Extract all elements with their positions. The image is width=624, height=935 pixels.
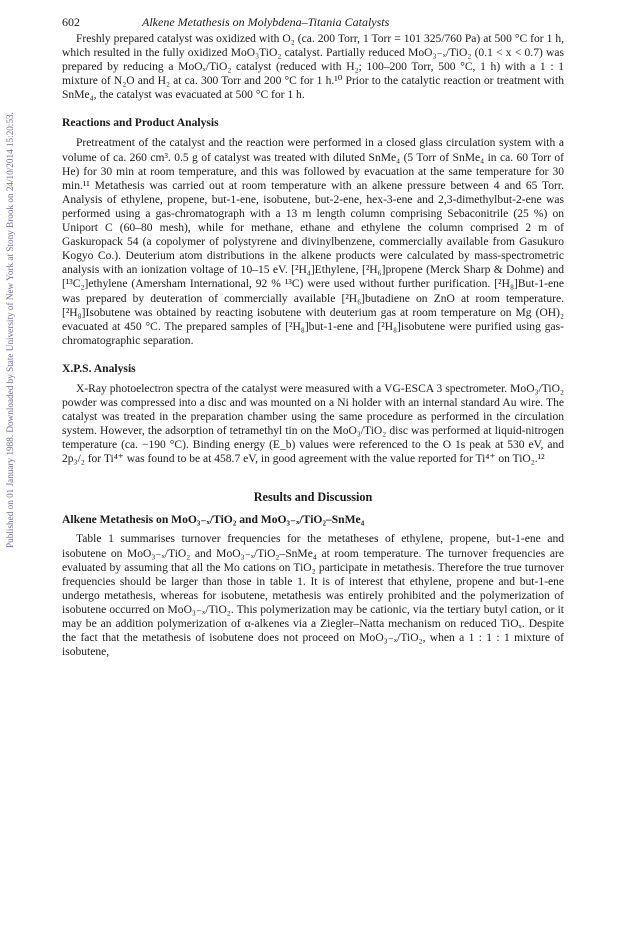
paragraph-catalyst-preparation: Freshly prepared catalyst was oxidized with O₂ (ca. 200 Torr, 1 Torr = 101 325/760 Pa) at 500 °C for 1 h, which resulted in the fully oxidized MoO₃TiO₂ catalyst. Partially reduced MoO₃₋ₓ/TiO₂ (0.1 < x < 0.7) was prepared by reducing a MoOₓ/TiO₂ catalyst (reduced with H₂; 100–200 Torr, 500 °C, 1 h) with a 1 : 1 mixture of N₂O and H₂ at ca. 300 Torr and 200 °C for 1 h.¹⁰ Prior to the catalytic reaction or treatment with SnMe₄, the catalyst was evacuated at 500 °C for 1 h. (62, 33, 564, 102)
download-watermark-text: Published on 01 January 1988. Downloaded by State University of New York at Stony Brook on 24/10/2014 15:20:53. (5, 112, 15, 548)
download-watermark (2, 40, 18, 620)
page-number: 602 (62, 15, 80, 29)
page-content (62, 14, 564, 659)
heading-results: Results and Discussion (253, 490, 373, 505)
paragraph-alkene-metathesis: Table 1 summarises turnover frequencies for the metatheses of ethylene, propene, but-1-ene and isobutene on MoO₃₋ₓ/TiO₂ and MoO₃₋ₓ/TiO₂–SnMe₄ at room temperature. The turnover frequencies are evaluated by assuming that all the Mo cations on TiO₂ participate in metathesis. Therefore the true turnover frequencies should be larger than those in table 1. It is of interest that ethylene, propene and but-1-ene undergo metathesis, whereas for isobutene, metathesis was entirely prohibited and the polymerization of isobutene occurred on MoO₃₋ₓ/TiO₂. This polymerization may be cationic, via the tertiary butyl cation, or it may be an addition polymerization of α-alkenes via a Ziegler–Natta mechanism on reduced TiOₓ. Despite the fact that the metathesis of isobutene does not proceed on MoO₃₋ₓ/TiO₂, when a 1 : 1 : 1 mixture of isobutene, (62, 533, 564, 659)
page-header (62, 14, 564, 30)
heading-xps: X.P.S. Analysis (62, 361, 136, 375)
paragraph-xps: X-Ray photoelectron spectra of the catalyst were measured with a VG-ESCA 3 spectrometer. MoO₃/TiO₂ powder was compressed into a disc and was mounted on a Ni holder with an internal standard Au wire. The catalyst was treated in the preparation chamber using the same procedure as performed in the circulation system. However, the adsorption of tetramethyl tin on the MoO₃/TiO₂ disc was performed at liquid-nitrogen temperature (ca. −190 °C). Binding energy (E_b) values were referenced to the O 1s peak at 530 eV, and 2p₃/₂ for Ti⁴⁺ was found to be at 458.7 eV, in good agreement with the value reported for Ti⁴⁺ on TiO₂.¹² (62, 382, 564, 466)
paragraph-reactions: Pretreatment of the catalyst and the reaction were performed in a closed glass circulation system with a volume of ca. 260 cm³. 0.5 g of catalyst was treated with diluted SnMe₄ (5 Torr of SnMe₄ in ca. 60 Torr of He) for 30 min at room temperature, and this was followed by evacuation at the same temperature for 30 min.¹¹ Metathesis was carried out at room temperature with an alkene pressure between 4 and 65 Torr. Analysis of ethylene, propene, but-1-ene, isobutene, but-2-ene, hex-3-ene and 2,3-dimethylbut-2-ene was performed using a gas-chromatograph with a 13 m length column comprising Sebaconitrile (25 %) on Uniport C (60–80 mesh), while for methane, ethane and ethylene the column comprised 2 m of Gaskuropack 54 (a copolymer of polystyrene and divinylbenzene, commercially available from Gasukuro Kogyo Co.). Deuterium atom distributions in the alkene products were calculated by mass-spectrometric analysis with an ionization voltage of 10–15 eV. [²H₄]Ethylene, [²H₆]propene (Merck Sharp & Dohme) and [¹³C₂]ethylene (Amersham International, 92 % ¹³C) were used without further purification. [²H₈]But-1-ene was prepared by deuteration of commercially available [²H₆]butadiene on ZnO at room temperature. [²H₈]Isobutene was obtained by reacting isobutene with deuterium gas at room temperature on Mg (OH)₂ evacuated at 450 °C. The prepared samples of [²H₈]but-1-ene and [²H₈]isobutene were purified using gas-chromatographic separation. (62, 137, 564, 347)
running-title: Alkene Metathesis on Molybdena–Titania Catalysts (142, 15, 390, 29)
heading-reactions: Reactions and Product Analysis (62, 116, 219, 130)
heading-alkene-metathesis: Alkene Metathesis on MoO₃₋ₓ/TiO₂ and MoO₃₋ₓ/TiO₂–SnMe₄ (62, 513, 365, 527)
